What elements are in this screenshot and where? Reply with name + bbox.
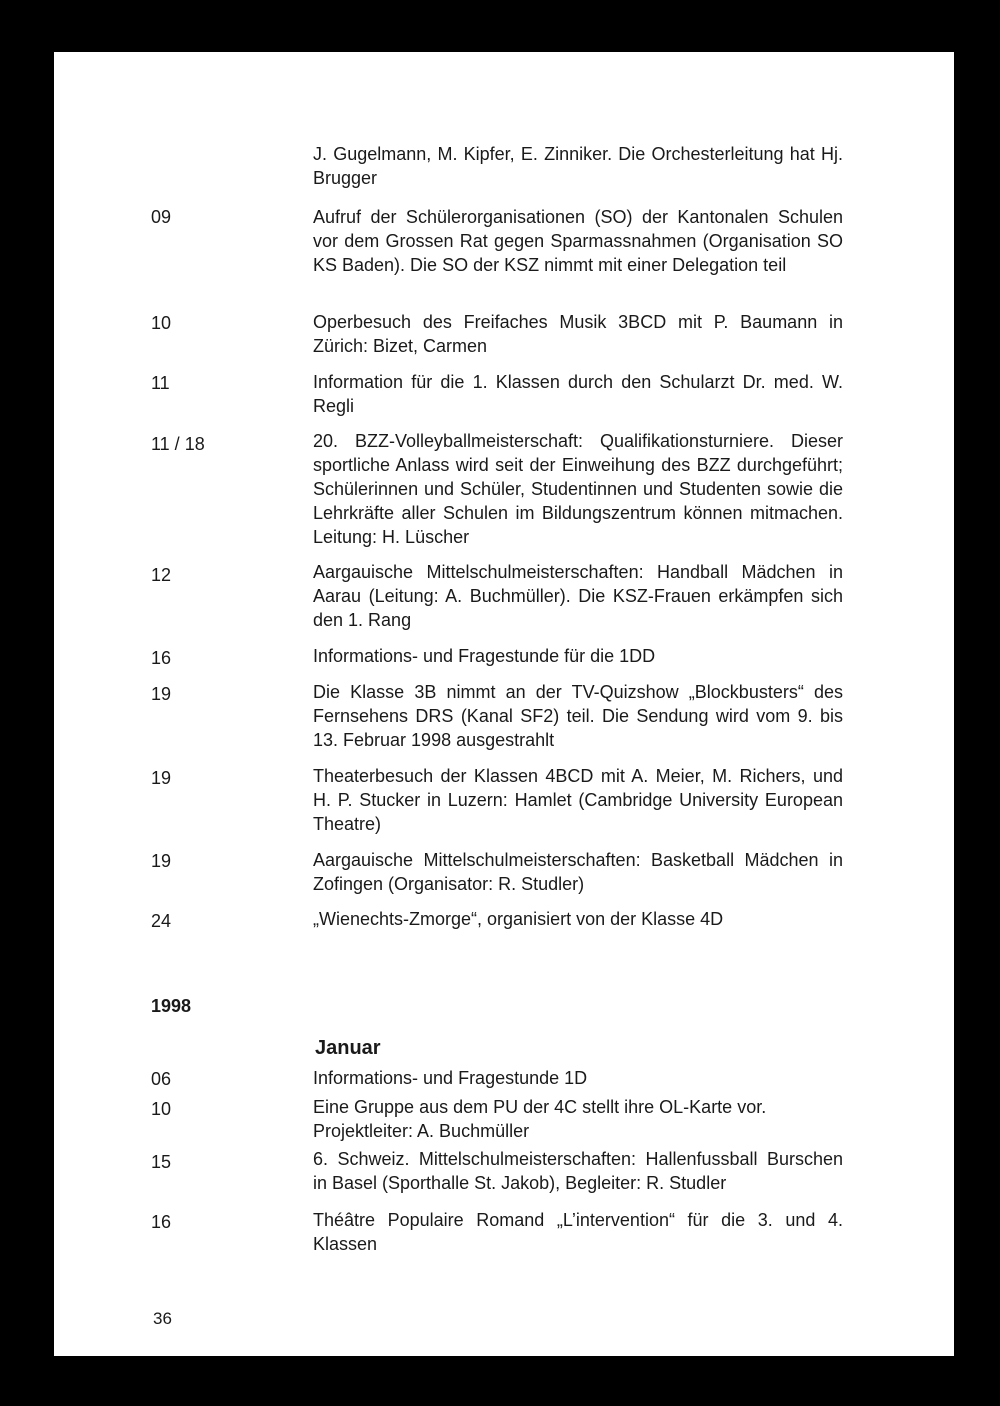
entry-date: 19 (151, 684, 172, 704)
entry-text: Théâtre Populaire Romand „L’intervention“ für die 3. und 4. Klassen (313, 1210, 843, 1254)
entry-date: 10 (151, 1099, 172, 1119)
entry-text: Informations- und Fragestunde für die 1DD (313, 646, 656, 666)
year-heading: 1998 (151, 996, 192, 1016)
page-number: 36 (153, 1309, 172, 1328)
entry-text: Theaterbesuch der Klassen 4BCD mit A. Meier, M. Richers, und H. P. Stucker in Luzern: Hamlet (Cambridge University European Theatre) (313, 766, 843, 834)
entry-text: Aufruf der Schülerorganisationen (SO) der Kantonalen Schulen vor dem Grossen Rat gegen Sparmassnahmen (Organisation SO KS Baden). Die SO der KSZ nimmt mit einer Delegation teil (313, 207, 843, 275)
entry-text: 20. BZZ-Volleyballmeisterschaft: Qualifikationsturniere. Dieser sportliche Anlass wird seit der Einweihung des BZZ durchgeführt; Schülerinnen und Schüler, Studentinnen und Studenten sowie die Lehrkräfte aller Schulen im Bildungszentrum können mitmachen. Leitung: H. Lüscher (313, 431, 843, 547)
entry-text: Aargauische Mittelschulmeisterschaften: Handball Mädchen in Aarau (Leitung: A. Buchmüller). Die KSZ-Frauen erkämpfen sich den 1. Rang (313, 562, 843, 630)
entry-text: Information für die 1. Klassen durch den Schularzt Dr. med. W. Regli (313, 372, 843, 416)
entry-date: 11 / 18 (151, 434, 205, 454)
entry-text: Informations- und Fragestunde 1D (313, 1068, 588, 1088)
entry-date: 06 (151, 1069, 172, 1089)
entry-date: 19 (151, 768, 172, 788)
entry-date: 12 (151, 565, 172, 585)
entry-text: Aargauische Mittelschulmeisterschaften: Basketball Mädchen in Zofingen (Organisator: R. Studler) (313, 850, 843, 894)
entry-text: „Wienechts-Zmorge“, organisiert von der Klasse 4D (313, 909, 724, 929)
document-page (54, 52, 954, 1356)
entry-date: 16 (151, 648, 172, 668)
entry-date: 10 (151, 313, 172, 333)
entry-date: 24 (151, 911, 172, 931)
entry-text: Eine Gruppe aus dem PU der 4C stellt ihre OL-Karte vor. Projektleiter: A. Buchmüller (313, 1097, 767, 1141)
entry-date: 15 (151, 1152, 172, 1172)
entry-text: Die Klasse 3B nimmt an der TV-Quizshow „Blockbusters“ des Fernsehens DRS (Kanal SF2) teil. Die Sendung wird vom 9. bis 13. Februar 1998 ausgestrahlt (313, 682, 843, 750)
continuation-text: J. Gugelmann, M. Kipfer, E. Zinniker. Die Orchesterleitung hat Hj. Brugger (313, 144, 843, 188)
entry-date: 09 (151, 207, 172, 227)
entry-date: 16 (151, 1212, 172, 1232)
entry-text: Operbesuch des Freifaches Musik 3BCD mit P. Baumann in Zürich: Bizet, Carmen (313, 312, 843, 356)
entry-date: 19 (151, 851, 172, 871)
entry-date: 11 (151, 373, 170, 393)
entry-text: 6. Schweiz. Mittelschulmeisterschaften: Hallenfussball Burschen in Basel (Sporthalle St. Jakob), Begleiter: R. Studler (313, 1149, 843, 1193)
month-heading: Januar (315, 1037, 381, 1059)
